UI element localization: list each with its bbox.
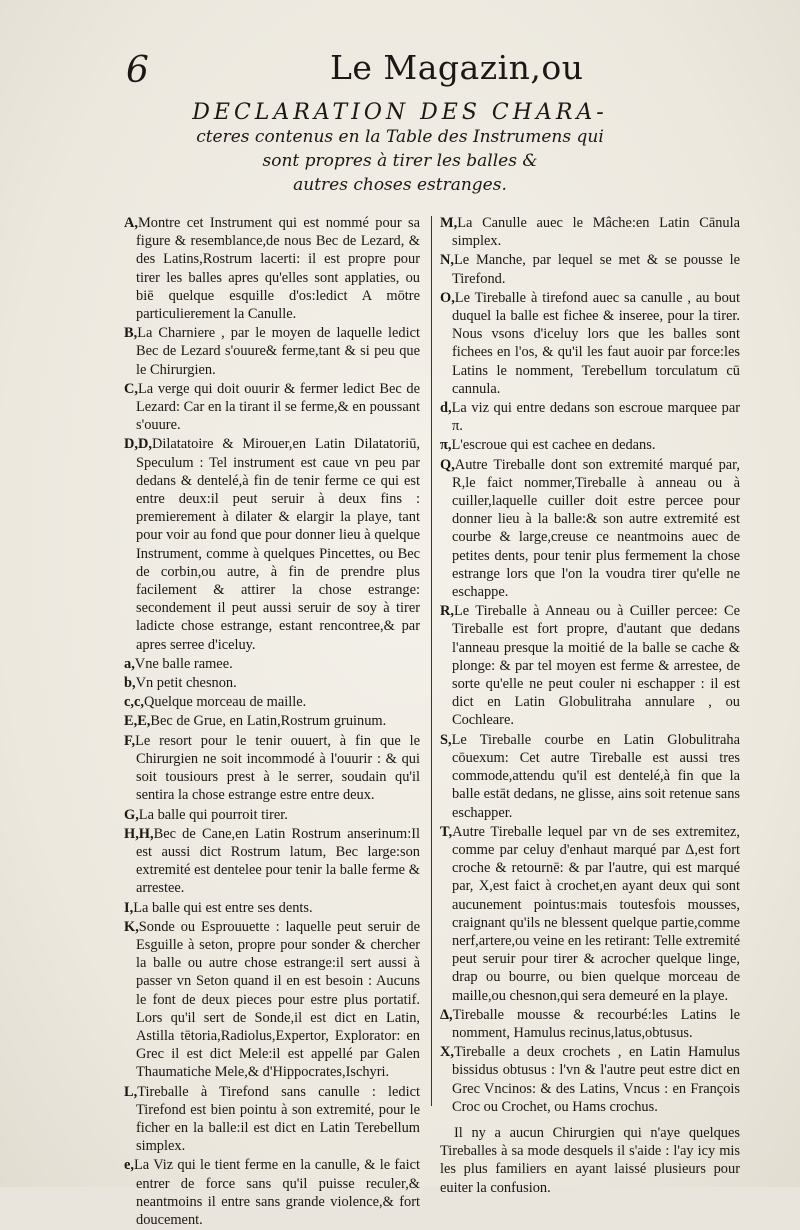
entry-key: H,H, [124,825,154,842]
entry-text: Autre Tireballe lequel par vn de ses extremitez, comme par celuy d'enhaut marqué par Δ,est fort croche & retournē: & par l'autre, qui est marqué par, X,est faict à crochet,en ayant deux qui sont aucunement pointus:mais toutesfois mousses, craignant qu'ils ne blessent quelque partie,comme nerf,artere,ou veine en les retirant: Telle extremité peut seruir pour tirer & acrocher quelque linge, drap ou bourre, ou bien quelque morceau de maille,ou chesnon,qui sera demeuré en la playe. [452,823,740,1004]
legend-entry [124,693,420,711]
entry-text: Sonde ou Esprouuette : laquelle peut seruir de Esguille à seton, propre pour sonder & chercher la balle ou autre chose estrange:il sert aussi à passer vn Seton quand il en est besoin : Aucuns le font de deux pieces pour estre plus portatif. Lors qu'il sert de Sonde,il est dict en Latin, Astilla tētoria,Radiolus,Expertor, Explorator: en Grec il est dict Mele:il est appellé par Galen Thaumatiche Mele,& d'Hippocrates,Ischyri. [136,918,420,1081]
entry-key: N, [440,252,454,269]
legend-entry [124,806,420,824]
entry-key: R, [440,603,454,620]
legend-entry [440,399,740,435]
entry-key: G, [124,806,139,823]
entry-text: Vn petit chesnon. [135,675,237,692]
entry-text: La verge qui doit ouurir & fermer ledict Bec de Lezard: Car en la tirant il se ferme,& en poussant s'ouure. [136,380,420,434]
legend-entry [124,712,420,730]
entry-key: M, [440,215,458,231]
legend-entry [124,674,420,692]
entry-text: Tireballe mousse & recourbé:les Latins le nomment, Hamulus recinus,latus,obtusus. [452,1006,740,1041]
legend-entry [440,436,740,454]
entry-text: Tireballe a deux crochets , en Latin Hamulus bissidus obtusus : l'vn & l'autre peut estre dict en Grec Vncinos: & des Latins, Vncus : en François Croc ou Crochet, ou Hams crochus. [452,1044,740,1115]
legend-entry [440,289,740,398]
entry-text: Le Tireballe à tirefond auec sa canulle , au bout duquel la balle est fichee & inseree, pour la tirer. Nous vsons d'iceluy lors que les balles sont fichees en l'os, & qu'il les faut auoir par force:les Latins le nomment, Terebellum torculatum cū cannula. [452,289,740,397]
running-title: Le Magazin,ou [330,48,584,87]
legend-entry [124,214,420,323]
legend-entry [440,1043,740,1116]
legend-entry [440,823,740,1005]
entry-text: Montre cet Instrument qui est nommé pour sa figure & resemblance,de nous Bec de Lezard, & des Latins,Rostrum lacerti: il est propre pour tirer les balles apres qu'elles sont applaties, ou biē quelque esquille d'os:ledict A mōtre particulierement la Canulle. [136,215,420,323]
entry-text: Quelque morceau de maille. [143,694,307,711]
entry-text: Dilatatoire & Mirouer,en Latin Dilatatoriū, Speculum : Tel instrument est caue vn peu par dedans & dentelé,à fin de tenir ferme ce qui est entre deux:il peut seruir à deux fins : premierement à dilater & elargir la playe, tant pour voir au fond que pour donner lieu à quelque Instrument, comme à quelques Pincettes, ou Bec de corbin,ou autre, à fin de prendre plus facilement & attirer la chose estrange: secondement il peut aussi seruir de soy à tirer ladicte chose estrange, estant rencontree,& par apres serree d'iceluy. [136,436,420,653]
entry-key: c,c, [124,694,144,711]
entry-key: L, [124,1083,138,1100]
entry-text: Autre Tireballe dont son extremité marqué par, R,le faict nommer,Tireballe à anneau ou à cuiller,laquelle cuiller doit estre percee pour donner lieu à la balle:& son autre extremité est courbe & large,creuse ce neantmoins auec de petites dents, pour tenir plus fermement la chose estrange lors que l'on la voudra tirer qu'elle ne eschappe. [452,456,740,601]
entry-key: E,E, [124,713,151,730]
entry-text: Tireballe à Tirefond sans canulle : ledict Tirefond est bien pointu à son extremité, pour le ficher en la balle:il est dict en Latin Terebellum simplex. [136,1083,420,1155]
entry-text: Vne balle ramee. [134,655,233,672]
entry-key: b, [124,675,136,692]
entry-text: Le Manche, par lequel se met & se pousse le Tirefond. [452,252,740,287]
legend-entry [124,1083,420,1156]
entry-key: S, [440,731,452,748]
entry-text: Le Tireballe courbe en Latin Globulitraha cōuexum: Cet autre Tireballe est aussi tres commode,attendu qu'il est dentelé,à fin que la balle estāt dedans, ne glisse, ains soit retenue sans eschapper. [451,731,740,821]
left-column [124,214,420,1230]
legend-entry [124,435,420,653]
title-line-2: cteres contenus en la Table des Instrumens qui [196,127,604,147]
closing-paragraph: Il ny a aucun Chirurgien qui n'aye quelques Tireballes à sa mode desquels il s'aide : l'ay icy mis les plus familiers en ayant laissé plusieurs pour euiter la confusion. [440,1124,740,1196]
entry-key: B, [124,325,138,342]
entry-key: A, [124,215,138,231]
legend-entry [124,1156,420,1229]
legend-entry [440,602,740,729]
legend-entry [124,899,420,917]
legend-entry [440,251,740,287]
entry-text: Bec de Cane,en Latin Rostrum anserinum:Il est aussi dict Rostrum latum, Bec large:son extremité est dentelee pour tenir la balle ferme & arrestee. [136,825,420,897]
entry-text: Bec de Grue, en Latin,Rostrum gruinum. [150,713,387,730]
entry-key: I, [124,899,134,916]
title-line-3: sont propres à tirer les balles & [262,151,538,171]
legend-entry [124,918,420,1082]
entry-key: K, [124,918,139,935]
legend-entry [440,456,740,602]
entry-text: La Viz qui le tient ferme en la canulle, & le faict entrer de force sans qu'il puisse reculer,& neantmoins il entre sans grande violence,& fort doucement. [134,1157,420,1228]
entry-key: π, [440,437,452,454]
section-title [140,100,660,197]
entry-text: La balle qui pourroit tirer. [138,806,288,823]
entry-text: La Charniere , par le moyen de laquelle ledict Bec de Lezard s'ouure& ferme,tant & si peu que le Chirurgien. [136,325,420,378]
title-line-1: DECLARATION DES CHARA- [192,100,608,125]
legend-entry [124,380,420,435]
entry-text: L'escroue qui est cachee en dedans. [451,437,656,454]
page-number: 6 [126,50,149,91]
entry-key: O, [440,289,455,306]
entry-key: Δ, [440,1006,453,1023]
legend-entry [124,732,420,805]
legend-entry [440,731,740,822]
legend-entry [124,324,420,379]
entry-key: F, [124,732,136,749]
entry-text: Le Tireballe à Anneau ou à Cuiller percee: Ce Tireballe est fort propre, d'autant que dedans l'anneau presque la moitié de la balle se cache & plonge: & par tel moyen est ferme & arrestee, de sorte qu'elle ne peut couler ni eschapper : il est dict en Latin Globulitraha annulare , ou Cochleare. [452,603,740,729]
legend-entry [124,655,420,673]
entry-key: C, [124,380,138,397]
entry-key: D,D, [124,436,152,453]
entry-key: a, [124,655,135,672]
right-entries [440,214,740,1116]
legend-entry [440,1006,740,1042]
entry-text: La balle qui est entre ses dents. [133,899,313,916]
legend-entry [124,825,420,898]
entry-key: T, [440,823,453,840]
column-divider [431,216,432,1106]
legend-entry [440,214,740,250]
entry-text: La Canulle auec le Mâche:en Latin Cānula simplex. [452,215,740,250]
right-column [440,214,740,1211]
entry-key: X, [440,1044,454,1061]
entry-key: Q, [440,456,455,473]
entry-key: e, [124,1157,134,1174]
page-header [118,48,690,92]
entry-key: d, [440,400,452,417]
entry-text: La viz qui entre dedans son escroue marquee par π. [451,400,740,435]
entry-text: Le resort pour le tenir ouuert, à fin que le Chirurgien ne soit incommodé à l'ouurir : & qui soit tousiours prest à le serrer, soudain qu'il sentira la chose estrange estre entre deux. [135,732,420,804]
title-line-4: autres choses estranges. [293,175,507,195]
